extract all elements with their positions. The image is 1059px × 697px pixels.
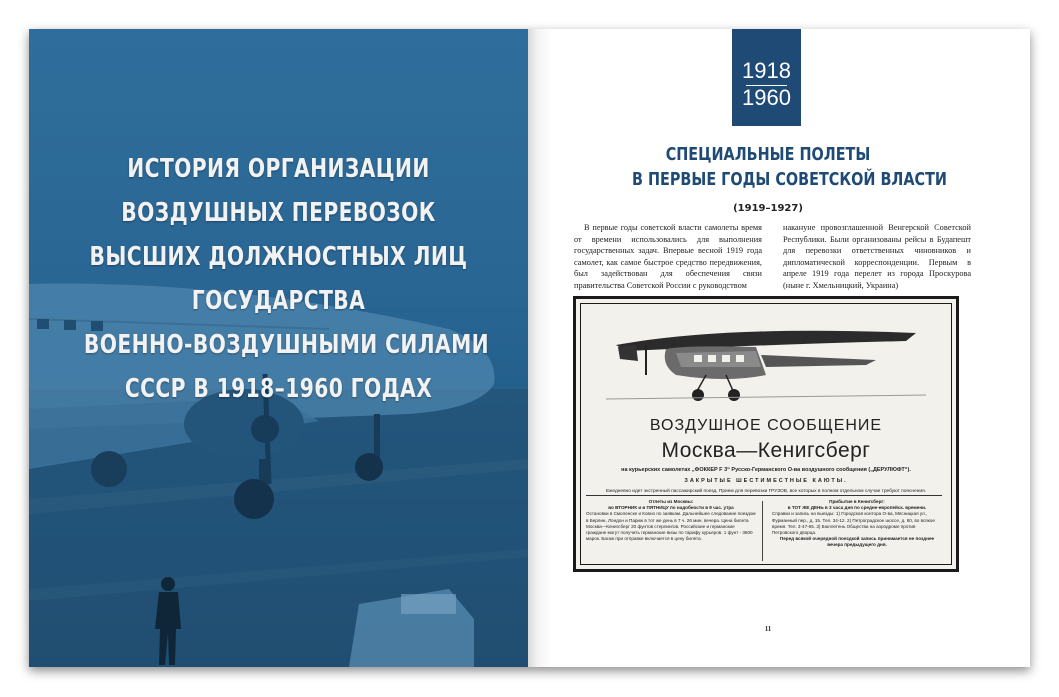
arrivals-heading: Прибытие в Кенигсберг: [829, 499, 885, 504]
poster-column-divider [762, 501, 763, 561]
title-line: ГОСУДАРСТВА [191, 286, 366, 316]
title-line: ВОЕННО-ВОЗДУШНЫМИ СИЛАМИ [83, 330, 490, 360]
arrivals-footer: Перед всякой очередной поездкой запись принимается не позднее вечера предыдущего дня. [779, 536, 935, 548]
title-line: ВЫСШИХ ДОЛЖНОСТНЫХ ЛИЦ [89, 242, 468, 272]
year-start: 1918 [742, 58, 791, 83]
arrivals-text: Справки и запись на выезды: 1) Городская контора О-ва, Мясницкая ул., Фурманный пер., д. 15. Тел. 34-12. 2) Петроградское шоссе, д. 60, во всякое время. Тел. 3-47-65. 3) Бюллетень Общества на аэродроме против Петровского дворца. [772, 511, 935, 536]
departures-heading: Отлеты из Москвы: [648, 499, 694, 504]
title-line: ВОЗДУШНЫХ ПЕРЕВОЗОК [121, 198, 436, 228]
chapter-heading [632, 142, 947, 192]
heading-line: СПЕЦИАЛЬНЫЕ ПОЛЕТЫ [665, 144, 871, 165]
book-title [83, 147, 490, 411]
poster-title: ВОЗДУШНОЕ СООБЩЕНИЕ [649, 417, 883, 434]
body-column-left: В первые годы советской власти самолеты время от времени использовались для выполнения государственных задач. Впервые весной 1919 года самолет, как самое быстрое средство передвижения, был задействован для обеспечения связи правительства Советской России с руководством [574, 223, 762, 290]
poster-subtitle: на курьерских самолетах „ФОККЕР F 3“ Русско-Германского О-ва воздушного сообщения („ДЕРУЛЮФТ“). [621, 467, 911, 473]
page-number: 11 [764, 625, 772, 633]
book-spread [29, 29, 1030, 667]
heading-line: В ПЕРВЫЕ ГОДЫ СОВЕТСКОЙ ВЛАСТИ [632, 169, 947, 190]
title-line: ИСТОРИЯ ОРГАНИЗАЦИИ [127, 154, 430, 184]
year-end: 1960 [742, 85, 791, 110]
chapter-years: (1919–1927) [733, 203, 803, 214]
departures-schedule: во ВТОРНИК и в ПЯТНИЦУ по надобности в 9 час. утра [608, 505, 734, 511]
arrivals-schedule: в ТОТ ЖЕ ДЕНЬ в 3 часа дня по средне-европейск. времени. [787, 505, 927, 511]
poster-departures [586, 499, 756, 542]
poster-note: Ежедневно идет экстренный пассажирский поезд. Прием для перевозки ГРУЗОВ, все которых в полном отдельном случае требуют пояснения. [605, 489, 926, 494]
year-range-box [732, 29, 801, 126]
left-page [29, 29, 528, 667]
right-page [528, 29, 1030, 667]
poster-arrivals [772, 499, 942, 549]
historical-poster [573, 296, 959, 572]
title-line: СССР В 1918–1960 ГОДАХ [124, 374, 433, 404]
body-column-right: накануне провозглашенной Венгерской Советской Республики. Были организованы рейсы в Будапешт для перевозки ответственных чиновников и дипломатической корреспонденции. Первым в апреле 1919 года перелет из города Проскурова (ныне г. Хмельницкий, Украина) [783, 223, 971, 290]
poster-rule [586, 495, 942, 496]
departures-text: Остановки в Смоленске и Ковно по заявкам. Дальнейшее следование поездом в Берлин, Лондон и Париж в тот же день в 7 ч. 26 мин. вечера. Цена билета Москва—Кенигсберг 20 фунтов стерлингов. Российские и германские граждане могут получить германские визы по тарифу курьеров. 1 фунт - 3600 марок. Багаж при отправке включается в цену билета. [586, 511, 756, 542]
poster-route: Москва—Кенигсберг [661, 439, 871, 462]
poster-cabins: ЗАКРЫТЫЕ ШЕСТИМЕСТНЫЕ КАЮТЫ. [684, 478, 848, 484]
airplane-illustration [606, 305, 926, 405]
